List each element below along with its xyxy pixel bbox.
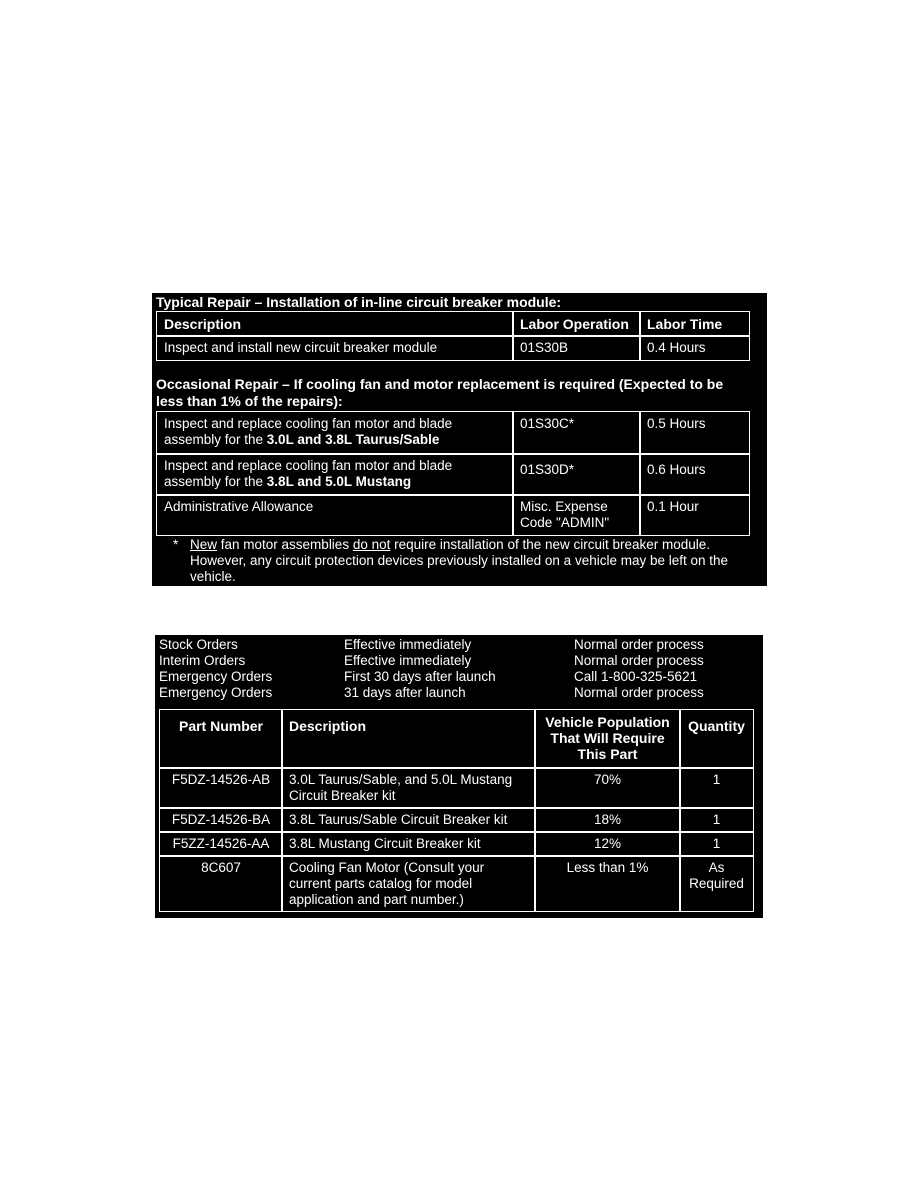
description-cell: 3.8L Mustang Circuit Breaker kit [281, 831, 536, 857]
table-row-labor-time: 0.4 Hours [639, 335, 750, 361]
table-row-description: Inspect and install new circuit breaker module [156, 335, 514, 361]
typical-repair-title: Typical Repair – Installation of in-line circuit breaker module: [156, 294, 562, 310]
order-type: Emergency Orders [159, 669, 273, 684]
col-header-description: Description [156, 311, 514, 337]
description-line: assembly for the 3.8L and 5.0L Mustang [164, 474, 412, 489]
col-header-quantity: Quantity [679, 709, 754, 769]
order-type: Stock Orders [159, 637, 238, 652]
order-timing: Effective immediately [344, 653, 472, 668]
part-number-cell: 8C607 [159, 855, 283, 912]
part-number-cell: F5DZ-14526-AB [159, 767, 283, 809]
description-cell: 3.0L Taurus/Sable, and 5.0L Mustang Circuit Breaker kit [281, 767, 536, 809]
description-line: assembly for the 3.0L and 3.8L Taurus/Sable [164, 432, 440, 447]
description-cell: 3.8L Taurus/Sable Circuit Breaker kit [281, 807, 536, 833]
order-process: Normal order process [574, 653, 704, 668]
table-row-description [156, 453, 514, 496]
table-row-labor-time: 0.5 Hours [639, 411, 750, 455]
vehicle-models: 3.8L and 5.0L Mustang [266, 474, 412, 489]
col-header-description: Description [281, 709, 536, 769]
vehicle-models: 3.0L and 3.8L Taurus/Sable [266, 432, 440, 447]
table-row-labor-operation: Misc. Expense Code "ADMIN" [512, 494, 641, 536]
col-header-part-number: Part Number [159, 709, 283, 769]
population-cell: 18% [534, 807, 681, 833]
part-number-cell: F5ZZ-14526-AA [159, 831, 283, 857]
table-row-labor-time: 0.1 Hour [639, 494, 750, 536]
col-header-labor-time: Labor Time [639, 311, 750, 337]
population-cell: Less than 1% [534, 855, 681, 912]
description-line: Inspect and replace cooling fan motor and blade [164, 416, 453, 431]
labor-operations-panel [152, 293, 767, 586]
description-cell: Cooling Fan Motor (Consult your current parts catalog for model application and part number.) [281, 855, 536, 912]
table-row-labor-operation: 01S30B [512, 335, 641, 361]
table-row-description [156, 411, 514, 455]
table-row-labor-operation: 01S30C* [512, 411, 641, 455]
quantity-cell: 1 [679, 831, 754, 857]
table-row-labor-operation: 01S30D* [512, 453, 641, 496]
parts-ordering-panel [155, 635, 763, 918]
table-row-labor-time: 0.6 Hours [639, 453, 750, 496]
order-timing: First 30 days after launch [344, 669, 496, 684]
quantity-cell: As Required [679, 855, 754, 912]
footnote-text: New fan motor assemblies do not require installation of the new circuit breaker module. However, any circuit protection devices previously installed on a vehicle may be left on the vehicle. [190, 537, 729, 584]
order-process: Normal order process [574, 685, 704, 700]
order-process: Call 1-800-325-5621 [574, 669, 698, 684]
order-timing: 31 days after launch [344, 685, 466, 700]
order-type: Interim Orders [159, 653, 246, 668]
population-cell: 12% [534, 831, 681, 857]
col-header-vehicle-population: Vehicle Population That Will Require This Part [534, 709, 681, 769]
quantity-cell: 1 [679, 807, 754, 833]
part-number-cell: F5DZ-14526-BA [159, 807, 283, 833]
footnote-marker: * [173, 537, 179, 552]
order-type: Emergency Orders [159, 685, 273, 700]
order-process: Normal order process [574, 637, 704, 652]
occasional-repair-title-line1: Occasional Repair – If cooling fan and motor replacement is required (Expected to be [156, 376, 724, 392]
occasional-repair-title-line2: less than 1% of the repairs): [156, 393, 343, 409]
quantity-cell: 1 [679, 767, 754, 809]
order-timing: Effective immediately [344, 637, 472, 652]
table-row-description: Administrative Allowance [156, 494, 514, 536]
col-header-labor-operation: Labor Operation [512, 311, 641, 337]
description-line: Inspect and replace cooling fan motor and blade [164, 458, 453, 473]
population-cell: 70% [534, 767, 681, 809]
